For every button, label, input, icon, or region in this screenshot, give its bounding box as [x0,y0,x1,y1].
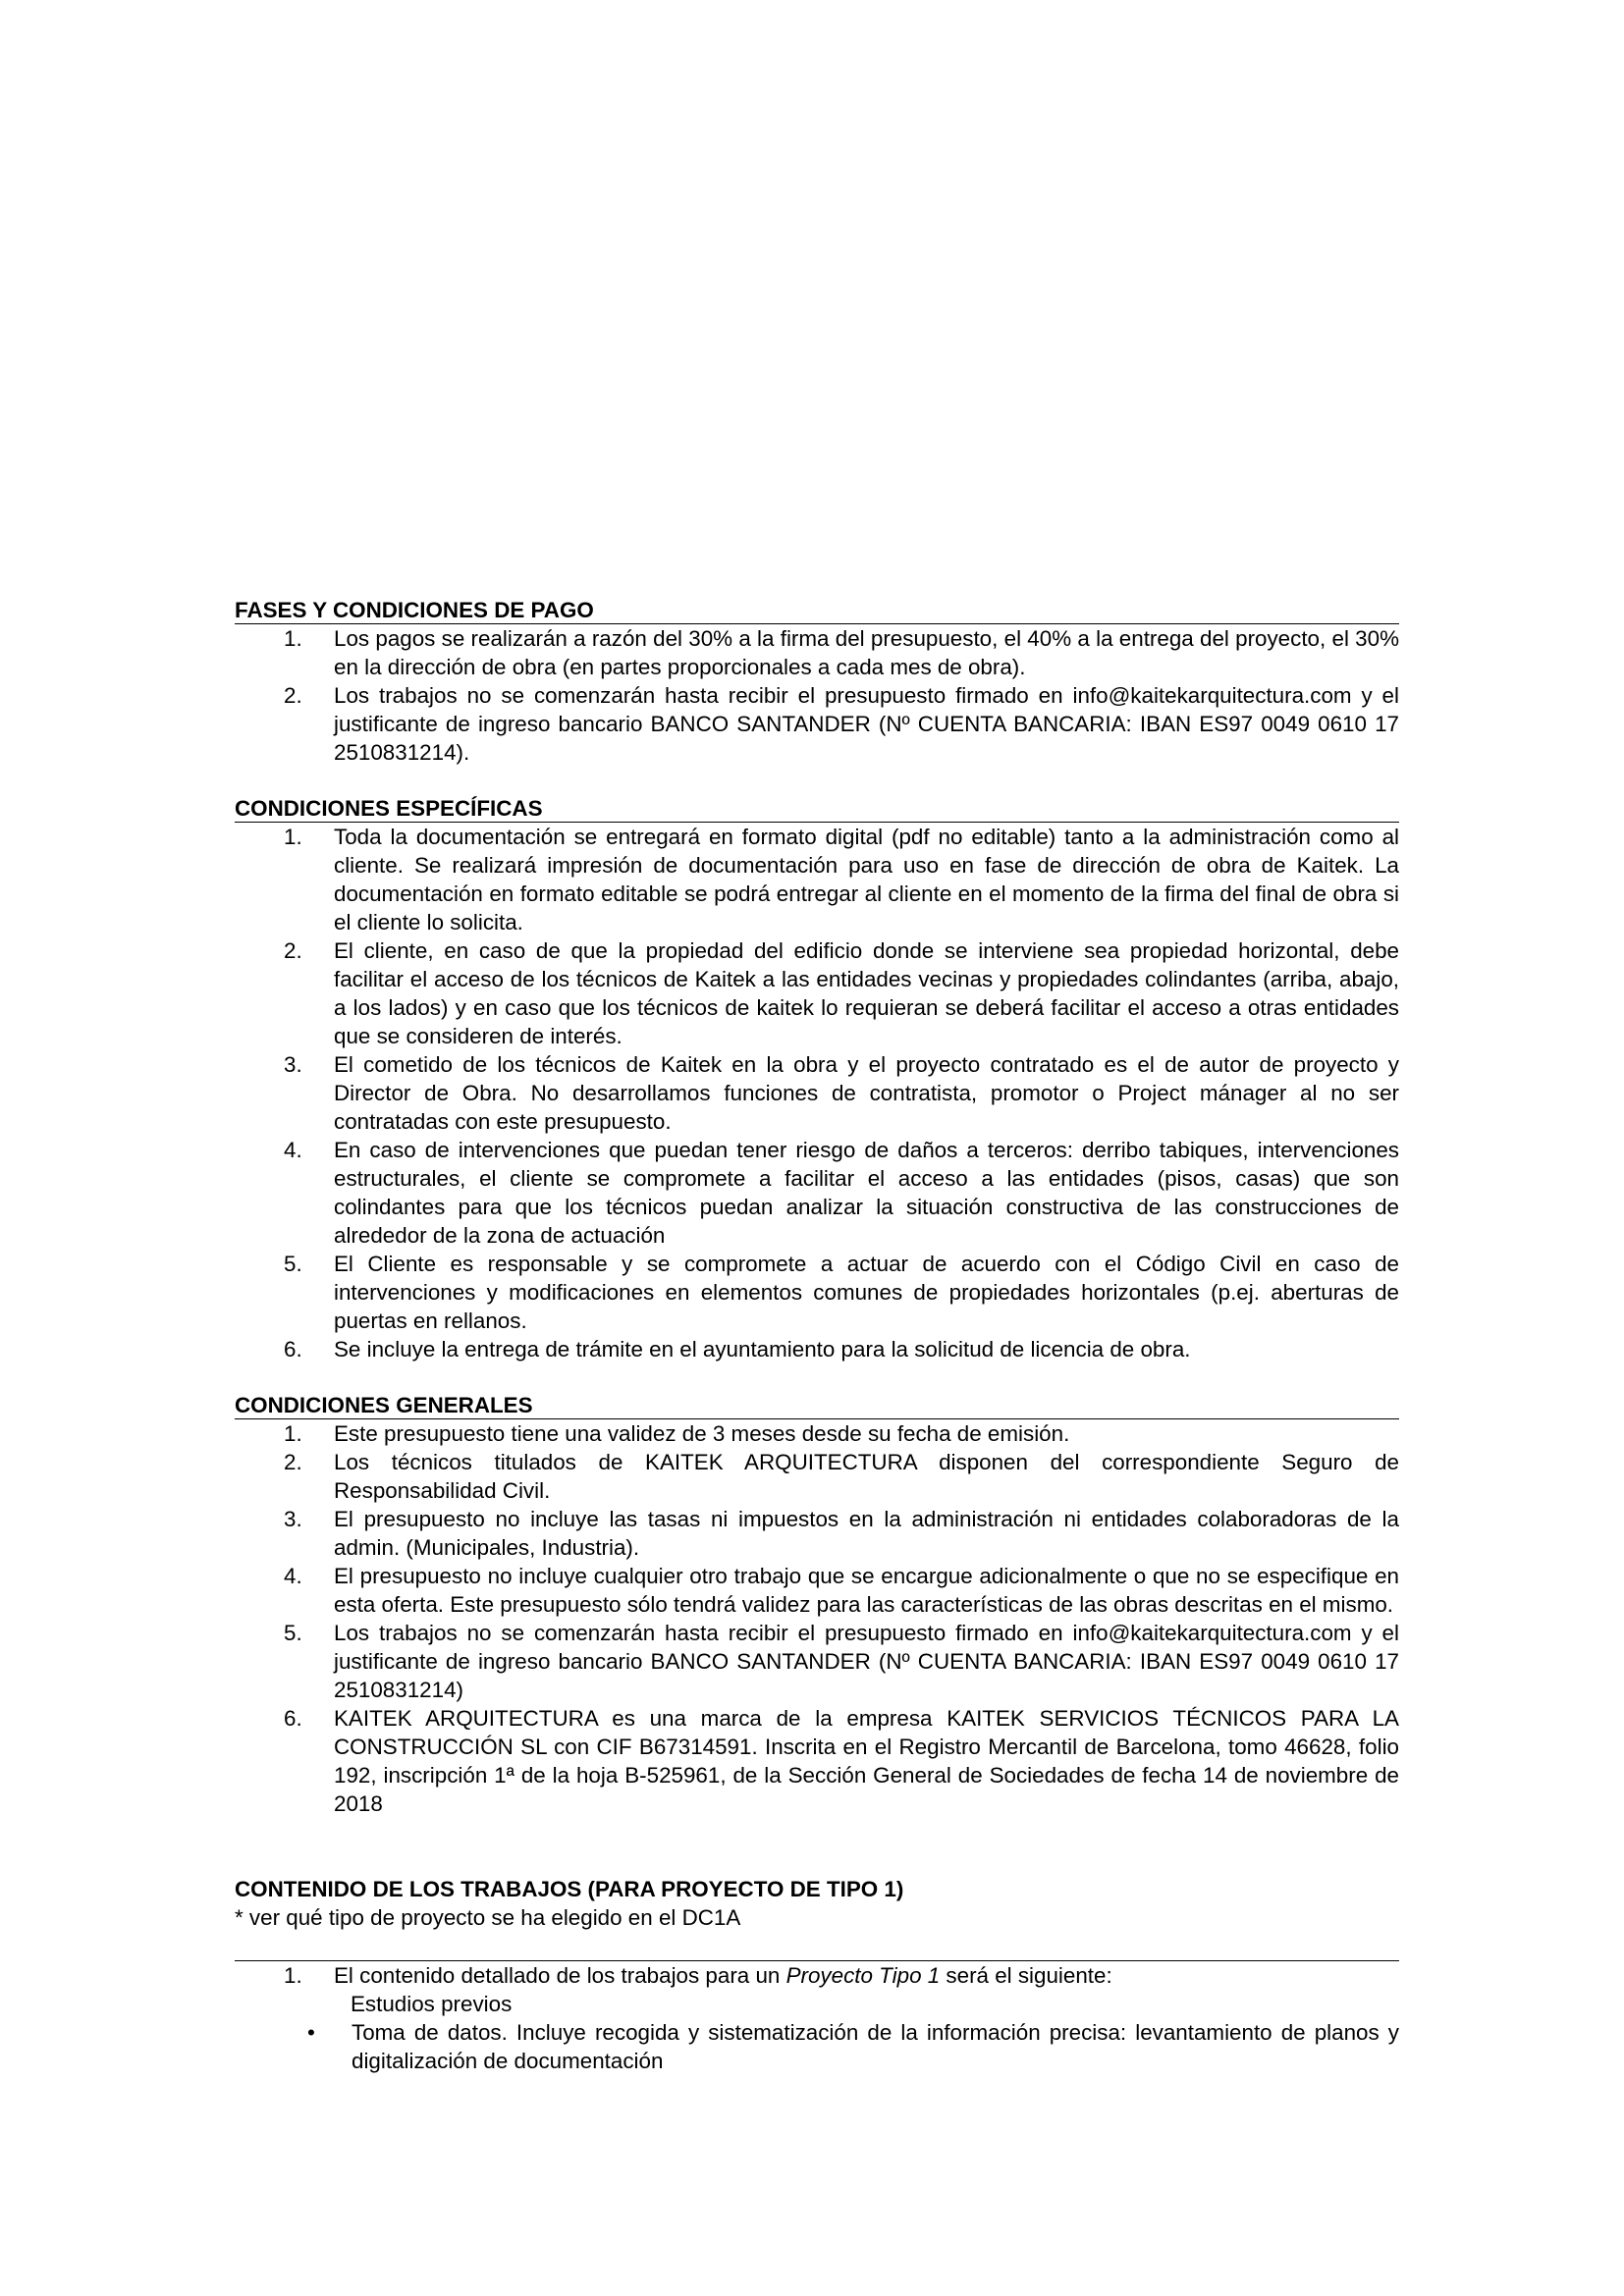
list-item [235,1250,1399,1335]
section-specific [235,795,1399,1363]
item-number: 6. [284,1706,302,1731]
list-item [235,1505,1399,1562]
bullet-text: Toma de datos. Incluye recogida y sistematización de la información precisa: levantamiento de planos y digitalización de documentación [352,2020,1399,2073]
list-item [235,1050,1399,1136]
document-page [235,597,1399,2075]
item-number: 5. [284,1621,302,1645]
item-text: Toda la documentación se entregará en formato digital (pdf no editable) tanto a la administración como al cliente. Se realizará impresión de documentación para uso en fase de dirección de obra de Kaitek. La documentación en formato editable se podrá entregar al cliente en el momento de la firma del final de obra si el cliente lo solicita. [334,825,1399,934]
bullet-item [235,2018,1399,2075]
item-text: Los pagos se realizarán a razón del 30% a la firma del presupuesto, el 40% a la entrega del proyecto, el 30% en la dirección de obra (en partes proporcionales a cada mes de obra). [334,626,1399,679]
list-item [235,823,1399,936]
item-text-italic: Proyecto Tipo 1 [785,1963,941,1988]
item-text: El cliente, en caso de que la propiedad del edificio donde se interviene sea propiedad horizontal, debe facilitar el acceso de los técnicos de Kaitek a las entidades vecinas y propiedades colindantes (arriba, abajo, a los lados) y en caso que los técnicos de kaitek lo requieran se deberá facilitar el acceso a otras entidades que se consideren de interés. [334,938,1399,1048]
sub-label: Estudios previos [351,1992,513,2016]
bullet-icon: • [307,2020,315,2045]
item-number: 1. [284,626,302,651]
list-item [235,1136,1399,1250]
section-contents [235,1875,1399,2075]
list-item [235,681,1399,767]
section-heading: CONDICIONES GENERALES [235,1392,1399,1419]
list-item [235,1448,1399,1505]
section-heading: FASES Y CONDICIONES DE PAGO [235,597,1399,624]
item-text: KAITEK ARQUITECTURA es una marca de la empresa KAITEK SERVICIOS TÉCNICOS PARA LA CONSTRUCCIÓN SL con CIF B67314591. Inscrita en el Registro Mercantil de Barcelona, tomo 46628, folio 192, inscripción 1ª de la hoja B-525961, de la Sección General de Sociedades de fecha 14 de noviembre de 2018 [334,1706,1399,1816]
item-number: 1. [284,1963,302,1988]
item-text: Los técnicos titulados de KAITEK ARQUITECTURA disponen del correspondiente Seguro de Responsabilidad Civil. [334,1450,1399,1503]
list-item [235,1619,1399,1704]
item-text: El cometido de los técnicos de Kaitek en la obra y el proyecto contratado es el de autor de proyecto y Director de Obra. No desarrollamos funciones de contratista, promotor o Project mánager al no ser contratadas con este presupuesto. [334,1052,1399,1134]
list-item [235,1562,1399,1619]
item-text: En caso de intervenciones que puedan tener riesgo de daños a terceros: derribo tabiques, intervenciones estructurales, el cliente se compromete a facilitar el acceso a las entidades (pisos, casas) que son colindantes para que los técnicos puedan analizar la situación constructiva de las construcciones de alrededor de la zona de actuación [334,1138,1399,1248]
bullet-list [235,2018,1399,2075]
item-number: 1. [284,825,302,849]
contents-list [235,1961,1399,2018]
section-heading: CONTENIDO DE LOS TRABAJOS (PARA PROYECTO DE TIPO 1) [235,1877,904,1901]
item-number: 6. [284,1337,302,1362]
item-text: será el siguiente: [940,1963,1112,1988]
item-number: 2. [284,683,302,708]
list-item [235,936,1399,1050]
list-item [235,1335,1399,1363]
item-number: 5. [284,1252,302,1276]
item-number: 1. [284,1421,302,1446]
list-item [235,624,1399,681]
item-text: Este presupuesto tiene una validez de 3 meses desde su fecha de emisión. [334,1421,1070,1446]
item-text: El contenido detallado de los trabajos para un [334,1963,786,1988]
item-text: Se incluye la entrega de trámite en el ayuntamiento para la solicitud de licencia de obra. [334,1337,1191,1362]
general-list [235,1419,1399,1818]
list-item [235,1961,1399,2018]
list-item [235,1704,1399,1818]
section-heading: CONDICIONES ESPECÍFICAS [235,795,1399,823]
item-number: 4. [284,1564,302,1588]
section-payment [235,597,1399,767]
item-number: 3. [284,1507,302,1531]
item-text: El presupuesto no incluye cualquier otro trabajo que se encargue adicionalmente o que no se especifique en esta oferta. Este presupuesto sólo tendrá validez para las características de las obras descritas en el mismo. [334,1564,1399,1617]
item-text: El presupuesto no incluye las tasas ni impuestos en la administración ni entidades colaboradoras de la admin. (Municipales, Industria). [334,1507,1399,1560]
section-general [235,1392,1399,1818]
item-number: 2. [284,938,302,963]
list-item [235,1419,1399,1448]
item-text: Los trabajos no se comenzarán hasta recibir el presupuesto firmado en info@kaitekarquitectura.com y el justificante de ingreso bancario BANCO SANTANDER (Nº CUENTA BANCARIA: IBAN ES97 0049 0610 17 2510831214). [334,683,1399,765]
payment-list [235,624,1399,767]
item-number: 4. [284,1138,302,1162]
specific-list [235,823,1399,1363]
item-text: Los trabajos no se comenzarán hasta recibir el presupuesto firmado en info@kaitekarquitectura.com y el justificante de ingreso bancario BANCO SANTANDER (Nº CUENTA BANCARIA: IBAN ES97 0049 0610 17 2510831214) [334,1621,1399,1702]
item-number: 3. [284,1052,302,1077]
item-text: El Cliente es responsable y se compromete a actuar de acuerdo con el Código Civil en caso de intervenciones y modificaciones en elementos comunes de propiedades horizontales (p.ej. aberturas de puertas en rellanos. [334,1252,1399,1333]
item-number: 2. [284,1450,302,1474]
section-subtitle: * ver qué tipo de proyecto se ha elegido en el DC1A [235,1905,741,1930]
